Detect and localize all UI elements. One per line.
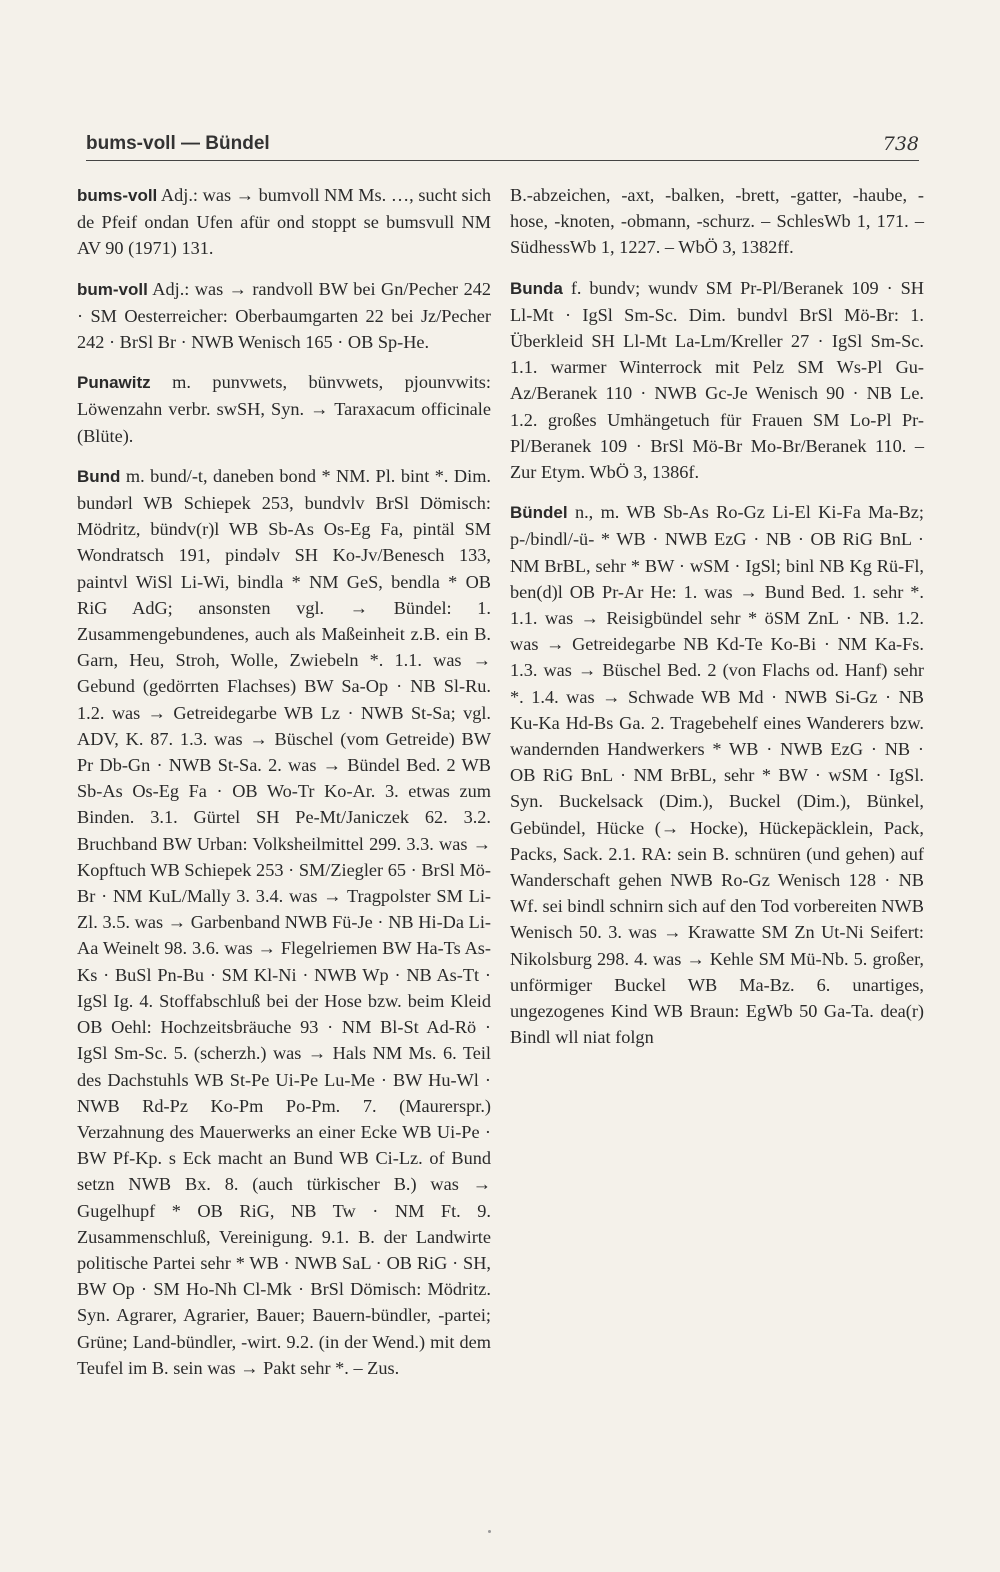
- page-header: [86, 130, 919, 161]
- entry-bunda: [510, 275, 924, 486]
- headword: Bund: [77, 466, 121, 486]
- entry-text: Adj.: was → bumvoll NM Ms. …, sucht sich de Pfeif ondan Ufen afür ond stoppt se bumsvull NM AV 90 (1971) 131.: [77, 185, 491, 259]
- headword: bum-voll: [77, 279, 148, 299]
- running-head: bums-voll — Bündel: [86, 133, 270, 154]
- right-column: [510, 182, 924, 1065]
- entry-bum-voll: [77, 276, 491, 356]
- page-number: 738: [882, 133, 919, 155]
- headword: Bunda: [510, 278, 563, 298]
- entry-text: n., m. WB Sb-As Ro-Gz Li-El Ki-Fa Ma-Bz; p-/bindl/-ü- * WB · NWB EzG · NB · OB RiG BnL · NM BrBL, sehr * BW · wSM · IgSl; binl NB Kg Rü-Fl, ben(d)l OB Pr-Ar He: 1. was → Bund Bed. 1. sehr *. 1.1. was → Reisigbündel sehr * öSM ZnL · NB. 1.2. was → Getreidegarbe NB Kd-Te Ko-Bi · NM Ka-Fs. 1.3. was → Büschel Bed. 2 (von Flachs od. Hanf) sehr *. 1.4. was → Schwade WB Md · NWB Si-Gz · NB Ku-Ka Hd-Bs Ga. 2. Tragebehelf eines Wanderers bzw. wandernden Handwerkers * WB · NWB EzG · NB · OB RiG BnL · NM BrBL, sehr * BW · wSM · IgSl. Syn. Buckelsack (Dim.), Buckel (Dim.), Bünkel, Gebündel, Hücke (→ Hocke), Hückepäcklein, Pack, Packs, Sack. 2.1. RA: sein B. schnüren (und gehen) auf Wanderschaft gehen NWB Ro-Gz Wenisch 128 · NB Wf. sei bindl schnirn sich auf den Tod vorbereiten NWB Wenisch 50. 3. was → Krawatte SM Zn Ut-Ni Seifert: Nikolsburg 298. 4. was → Kehle SM Mü-Nb. 5. großer, unförmiger Buckel WB Ma-Bz. 6. unartiges, ungezogenes Kind WB Braun: EgWb 50 Ga-Ta. dea(r) Bindl wll niat folgn: [510, 502, 924, 1048]
- headword: Punawitz: [77, 373, 151, 393]
- entry-buendel: [510, 499, 924, 1050]
- entry-punawitz: [77, 369, 491, 449]
- entry-text: Adj.: was → randvoll BW bei Gn/Pecher 242 · SM Oesterreicher: Oberbaumgarten 22 bei Jz/Pecher 242 · BrSl Br · NWB Wenisch 165 · OB Sp-He.: [77, 278, 491, 353]
- left-column: [77, 182, 491, 1381]
- entry-text: f. bundv; wundv SM Pr-Pl/Beranek 109 · SH Ll-Mt · IgSl Sm-Sc. Dim. bundvl BrSl Mö-Br: 1. Überkleid SH Ll-Mt La-Lm/Kreller 27 · IgSl Sm-Sc. 1.1. warmer Winterrock mit Pelz SM Ws-Pl Gu-Az/Beranek 110 · NWB Gc-Je Wenisch 90 · NB Le. 1.2. großes Umhängetuch für Frauen SM Lo-Pl Pr-Pl/Beranek 109 · BrSl Mö-Br Mo-Br/Beranek 110. – Zur Etym. WbÖ 3, 1386f.: [510, 277, 924, 483]
- headword: bums-voll: [77, 186, 158, 205]
- headword: Bündel: [510, 503, 568, 523]
- page-speck: [488, 1530, 491, 1533]
- entry-text: m. punvwets, bünvwets, pjounvwits: Löwenzahn verbr. swSH, Syn. → Taraxacum officinale (Blüte).: [77, 372, 491, 446]
- entry-bund-continued: B.-abzeichen, -axt, -balken, -brett, -gatter, -haube, -hose, -knoten, -obmann, -schurz. – SchlesWb 1, 171. – SüdhessWb 1, 1227. – WbÖ 3, 1382ff.: [510, 185, 924, 258]
- entry-bund: [77, 463, 491, 1381]
- entry-text: m. bund/-t, daneben bond * NM. Pl. bint *. Dim. bundərl WB Schiepek 253, bundvlv BrSl Dömisch: Mödritz, bündv(r)l WB Sb-As Os-Eg Fa, pintäl SM Wondratsch 191, pindəlv SH Ko-Jv/Benesch 133, paintvl WiSl Li-Wi, bindla * NM GeS, bendla * OB RiG AdG; ansonsten vgl. → Bündel: 1. Zusammengebundenes, auch als Maßeinheit z.B. ein B. Garn, Heu, Stroh, Wolle, Zwiebeln *. 1.1. was → Gebund (gedörrten Flachses) BW Sa-Op · NB Sl-Ru. 1.2. was → Getreidegarbe WB Lz · NWB St-Sa; vgl. ADV, K. 87. 1.3. was → Büschel (vom Getreide) BW Pr Db-Gn · NWB St-Sa. 2. was → Bündel Bed. 2 WB Sb-As Os-Eg Fa · OB Wo-Tr Ko-Ar. 3. etwas zum Binden. 3.1. Gürtel SH Pe-Mt/Janiczek 62. 3.2. Bruchband BW Urban: Volksheilmittel 299. 3.3. was → Kopftuch WB Schiepek 253 · SM/Ziegler 65 · BrSl Mö-Br · NM KuL/Mally 3. 3.4. was → Tragpolster SM Li-Zl. 3.5. was → Garbenband NWB Fü-Je · NB Hi-Da Li-Aa Weinelt 98. 3.6. was → Flegelriemen BW Ha-Ts As-Ks · BuSl Pn-Bu · SM Kl-Ni · NWB Wp · NB As-Tt · IgSl Ig. 4. Stoffabschluß bei der Hose bzw. beim Kleid OB Oehl: Hochzeitsbräuche 93 · NM Bl-St Ad-Rö · IgSl Sm-Sc. 5. (scherzh.) was → Hals NM Ms. 6. Teil des Dachstuhls WB St-Pe Ui-Pe Lu-Me · BW Hu-Wl · NWB Rd-Pz Ko-Pm Po-Pm. 7. (Maurerspr.) Verzahnung des Mauerwerks an einer Ecke WB Ui-Pe · BW Pf-Kp. s Eck macht an Bund WB Ci-Lz. of Bund setzn NWB Bx. 8. (auch türkischer B.) was → Gugelhupf * OB RiG, NB Tw · NM Ft. 9. Zusammenschluß, Vereinigung. 9.1. B. der Landwirte politische Partei sehr * WB · NWB SaL · OB RiG · SH, BW Op · SM Ho-Nh Cl-Mk · BrSl Dömisch: Mödritz. Syn. Agrarer, Agrarier, Bauer; Bauern-bündler, -partei; Grüne; Land-bündler, -wirt. 9.2. (in der Wend.) mit dem Teufel im B. sein was → Pakt sehr *. – Zus.: [77, 465, 491, 1378]
- entry-bums-voll: [77, 182, 491, 262]
